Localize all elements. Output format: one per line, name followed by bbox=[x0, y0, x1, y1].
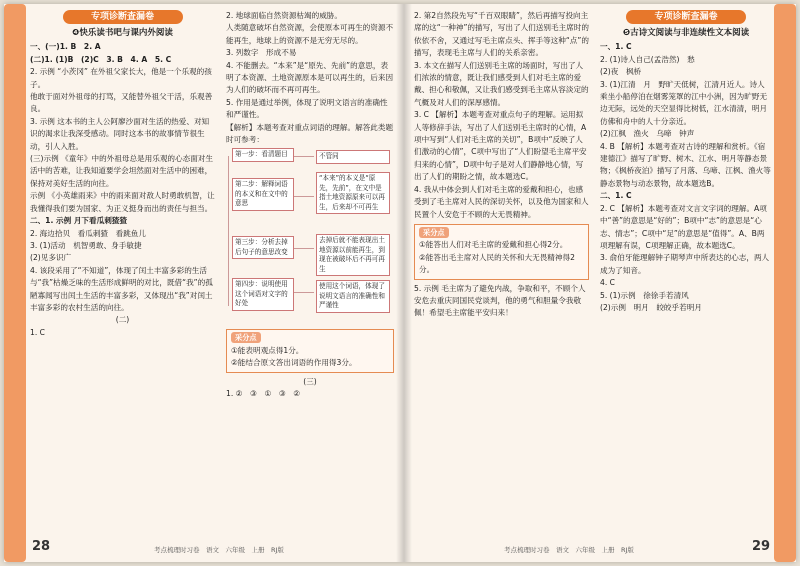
answer-line: 二、1. 示例 月下看瓜刺猹猹 bbox=[30, 216, 127, 226]
score-points-title: 采分点 bbox=[231, 332, 261, 343]
section-heading: (二) bbox=[115, 315, 130, 325]
right-subtitle: ❺古诗文阅读与非连续性文本阅读 bbox=[622, 28, 750, 38]
page-number-right: 29 bbox=[752, 539, 771, 554]
diagram-step-3: 第三步：分析去掉后句子的意思改变 bbox=[232, 236, 294, 259]
diagram-step-2: 第二步：解释词语的本义和在文中的意思 bbox=[232, 178, 294, 211]
left-banner: 专项诊断查漏卷 bbox=[63, 10, 183, 24]
score-point: ①能表明观点得1分。 bbox=[231, 345, 304, 355]
score-points-box bbox=[414, 224, 589, 280]
answer-line: 3. 本文在描写人们送别毛主席的场面时，写出了人们浓浓的情意，既让我们感受到人们对毛主席的爱戴、担心和敬佩，又让我们感受到毛主席从容淡定的气概及对人们的深厚感情。 bbox=[414, 60, 589, 107]
left-edge-strip bbox=[4, 4, 26, 562]
answer-line: 示例 《小英雄雨来》中的雨来面对敌人时勇敢机智，让我懂得我们要为国家、为正义挺身而出的责任与担当。 bbox=[30, 191, 215, 213]
diagram-connector bbox=[294, 156, 314, 157]
answer-line: 3. C 【解析】本题考查对重点句子的理解。运用拟人等修辞手法，写出了人们送别毛主席时的心情，A项中写到“人们对毛主席的关切”，B项中“反映了人们激动的心情”，C项中写出了“人们盼望毛主席平安归来的心情”，D项中句子是对人们静静地心情，写出了人们的期盼之情，故本题选C。 bbox=[414, 110, 587, 182]
answer-line: 二、1. C bbox=[600, 191, 632, 201]
answer-method-diagram bbox=[226, 148, 394, 326]
left-page-column-2 bbox=[226, 10, 394, 401]
answer-line: 4. 不能删去。“本来”是“原先、先前”的意思，表明了本资源、土地资源原本是可以再生的，后来因为人们的破坏而不再可再生。 bbox=[226, 60, 394, 95]
answer-line: 1. ② ③ ① ③ ② bbox=[226, 389, 301, 399]
score-point: ②能结合原文答出词语的作用得3分。 bbox=[231, 358, 357, 368]
diagram-note-3: 去掉后就不能表现出土地资源以前能再生，到现在被破坏后不再可再生 bbox=[316, 234, 390, 276]
answer-line: 2. 示例 “小茨冈” 在外祖父家长大，他是一个乐观的孩子。 bbox=[30, 67, 212, 89]
answer-line: 2. 海边拾贝 看瓜刺猹 看跳鱼儿 bbox=[30, 228, 146, 238]
diagram-note-1: 不管同 bbox=[316, 150, 390, 164]
answer-line: 3. (1)江清 月 野旷天低树，江清月近人。诗人乘坐小船停泊在烟雾笼罩的江中小洲，因为旷野无边无际，远处的天空显得比树低，江水清清，明月仿佛和舟中的人十分亲近。 bbox=[600, 79, 768, 126]
score-points-box bbox=[226, 329, 394, 372]
diagram-connector bbox=[294, 292, 314, 293]
answer-line: 2. 第2自然段先写“千百双眼睛”，然后再描写投向主席的这“一种神”的描写，写出了人们送别毛主席时的依依不舍，又通过写毛主席点头、挥手等这种“点”的描写，表现毛主席与人们的关系亲密。 bbox=[414, 11, 589, 58]
page-number-left: 28 bbox=[32, 539, 51, 554]
answer-line: 4. 该段采用了“不知道”，体现了闰土丰富多彩的生活与“我”枯燥乏味的生活形成鲜明的对比，既借“我”的孤陋寡闻写出闰土生活的丰富多彩，又体现出“我”对闰土丰富多彩的农村生活的向往。 bbox=[30, 265, 213, 312]
answer-line: 4. C bbox=[600, 278, 615, 288]
diagram-connector bbox=[294, 196, 314, 197]
answer-line: (三)示例 《童年》中的外祖母总是用乐观的心态面对生活中的苦难，让我知道要学会坦然面对生活中的困难，保持对美好生活的向往。 bbox=[30, 154, 213, 188]
book-gutter bbox=[396, 4, 412, 562]
score-point: ①能答出人们对毛主席的爱戴和担心得2分。 bbox=[419, 240, 568, 250]
section-heading: (三) bbox=[303, 376, 317, 386]
answer-line: 3. 列数字 形成不易 bbox=[226, 48, 297, 58]
answer-line: 3. 俞伯牙能理解钟子期琴声中所表达的心志，两人成为了知音。 bbox=[600, 253, 770, 275]
score-point: ②能答出毛主席对人民的关怀和大无畏精神得2分。 bbox=[419, 252, 575, 275]
answer-line: 2. (1)诗人自己(孟浩然) 愁 bbox=[600, 54, 695, 64]
diagram-note-4: 使用这个词语，体现了说明文语言的准确性和严谨性 bbox=[316, 280, 390, 313]
answer-line: 2. C 【解析】本题考查对文言文字词的理解。A项中“善”的意思是“好的”；B项中“志”的意思是“心志、情志”；C项中“足”的意思是“值得”。A、B两项理解有误，C项理解正确，故本题选C。 bbox=[600, 203, 767, 250]
answer-line: 2. 地球面临自然资源枯竭的威胁。 bbox=[226, 11, 342, 20]
footer-right: 考点梳理时习卷 语文 六年级 上册 RJ版 bbox=[504, 546, 634, 554]
diagram-step-1: 第一步：看清题目 bbox=[232, 148, 294, 162]
answer-line: 一、1. C bbox=[600, 42, 632, 52]
analysis-text: 【解析】本题考查对重点词语的理解。解答此类题时可参考： bbox=[226, 122, 394, 145]
right-edge-strip bbox=[774, 4, 796, 562]
answer-line: 一、(一)1. B 2. A bbox=[30, 42, 101, 52]
answer-line: 人类随意破坏自然资源，会使原本可再生的资源不能再生，地球上的资源不是无穷无尽的。 bbox=[226, 23, 394, 45]
answer-line: 1. C bbox=[30, 327, 45, 337]
answer-line: 他敢于面对外祖母的打骂，又能替外祖父干活，乐观善良。 bbox=[30, 92, 213, 114]
right-page-column-2 bbox=[600, 10, 772, 314]
footer-left: 考点梳理时习卷 语文 六年级 上册 RJ版 bbox=[154, 546, 284, 554]
answer-line: (2)示例 明月 皎皎乎若明月 bbox=[600, 302, 702, 312]
answer-line: (二)1. (1)B (2)C 3. B 4. A 5. C bbox=[30, 54, 172, 64]
answer-line: 5. 作用是通过举例，体现了说明文语言的准确性和严谨性。 bbox=[226, 97, 388, 120]
diagram-note-2: “本来”的本义是“原先，先前”，在文中是指土地资源原来可以再生，后来却不可再生 bbox=[316, 172, 390, 214]
diagram-step-4: 第四步：说明使用这个词语对文字的好处 bbox=[232, 278, 294, 311]
answer-line: (2)江枫 渔火 乌啼 钟声 bbox=[600, 129, 695, 139]
score-points-title: 采分点 bbox=[419, 227, 449, 238]
answer-line: 5. 示例 毛主席为了避免内战，争取和平，不顾个人安危去重庆同国民党谈判，他的勇气和胆量令我敬佩！希望毛主席能平安归来！ bbox=[414, 283, 586, 318]
answer-line: 4. B 【解析】本题考查对古诗的理解和赏析。《宿建德江》描写了旷野、树木、江水、明月等静态景物；《枫桥夜泊》描写了月落、乌啼、江枫、渔火等静态景物与动态景物，故本题选B。 bbox=[600, 141, 771, 188]
answer-line: 5. (1)示例 徐徐手若清风 bbox=[600, 290, 689, 300]
answer-line: (2)见多识广 bbox=[30, 253, 72, 263]
answer-line: 4. 我从中体会到人们对毛主席的爱戴和担心，也感受到了毛主席对人民的深切关怀，以及他为国家和人民置个人安危于不顾的大无畏精神。 bbox=[414, 184, 589, 219]
book-spread bbox=[4, 4, 796, 562]
right-page-column-1 bbox=[414, 10, 589, 320]
left-page-column-1 bbox=[30, 10, 215, 339]
answer-line: 3. 示例 这本书的主人公阿廖沙面对生活的热爱、对知识的渴求让我深受感动。同时这本书的故事情节很生动，引人入胜。 bbox=[30, 116, 210, 151]
diagram-connector bbox=[294, 248, 314, 249]
right-banner: 专项诊断查漏卷 bbox=[626, 10, 746, 24]
answer-line: (2)夜 枫桥 bbox=[600, 67, 642, 77]
left-subtitle: ❹快乐读书吧与课内外阅读 bbox=[72, 28, 173, 38]
answer-line: 3. (1)活动 机智勇敢、身手敏捷 bbox=[30, 240, 142, 250]
diagram-spine bbox=[228, 156, 229, 306]
